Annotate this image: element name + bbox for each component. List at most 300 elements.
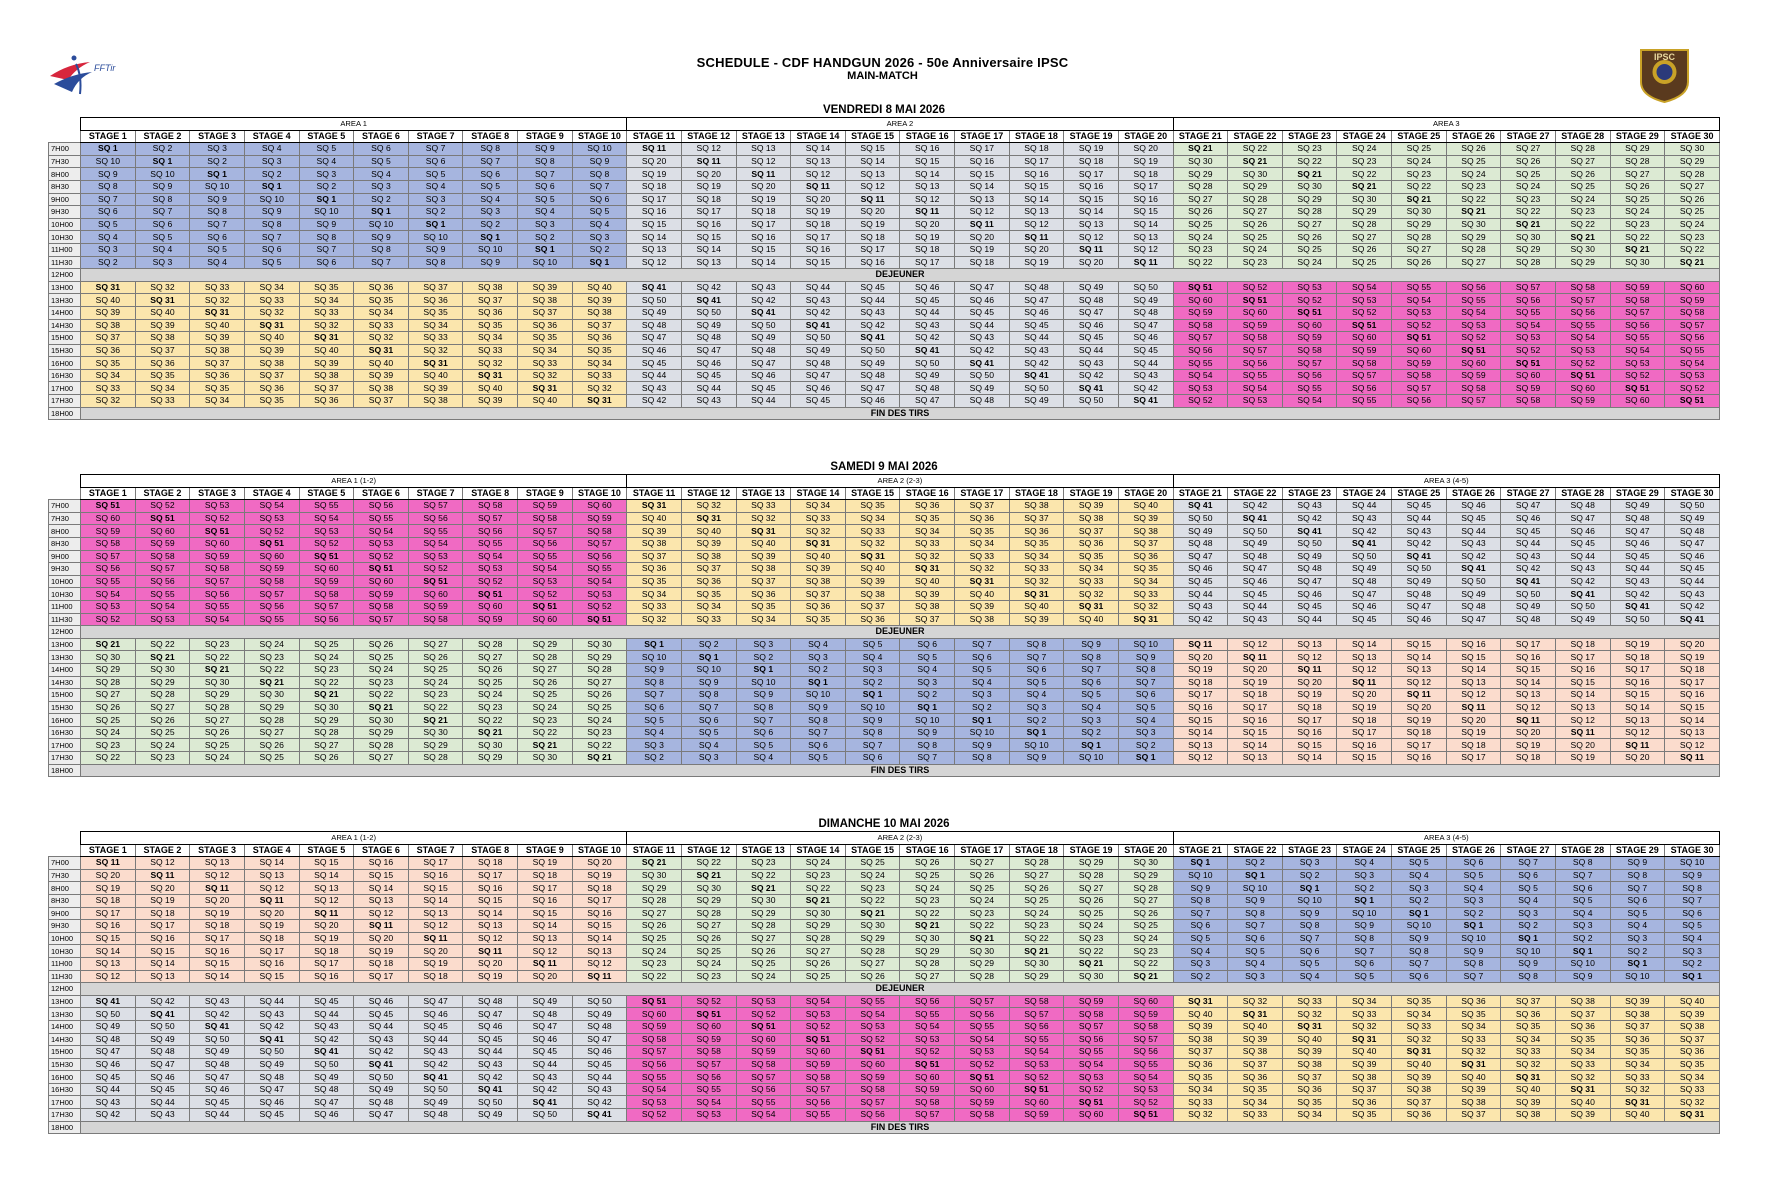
squad-cell: SQ 6	[1392, 970, 1447, 983]
squad-cell: SQ 23	[190, 638, 245, 651]
squad-cell: SQ 14	[408, 894, 463, 907]
squad-cell: SQ 8	[1555, 857, 1610, 870]
squad-cell: SQ 40	[1446, 1071, 1501, 1084]
squad-cell: SQ 2	[1337, 882, 1392, 895]
schedule-row	[49, 369, 1720, 382]
squad-cell: SQ 58	[1665, 306, 1720, 319]
squad-cell: SQ 33	[408, 332, 463, 345]
squad-cell: SQ 55	[463, 537, 518, 550]
schedule-row	[49, 155, 1720, 168]
squad-cell: SQ 45	[900, 294, 955, 307]
squad-cell: SQ 60	[135, 525, 190, 538]
squad-cell: SQ 42	[900, 332, 955, 345]
squad-cell: SQ 39	[81, 306, 136, 319]
squad-cell: SQ 29	[1228, 180, 1283, 193]
squad-cell: SQ 31	[1064, 600, 1119, 613]
squad-cell: SQ 20	[1173, 651, 1228, 664]
squad-cell: SQ 35	[1665, 1058, 1720, 1071]
stage-header: STAGE 7	[408, 487, 463, 500]
squad-cell: SQ 4	[1555, 907, 1610, 920]
squad-cell: SQ 40	[1228, 1020, 1283, 1033]
squad-cell: SQ 36	[1501, 1008, 1556, 1021]
squad-cell: SQ 1	[1118, 752, 1173, 765]
squad-cell: SQ 2	[1282, 869, 1337, 882]
squad-cell: SQ 7	[845, 739, 900, 752]
squad-cell: SQ 4	[1501, 894, 1556, 907]
squad-cell: SQ 59	[299, 575, 354, 588]
squad-cell: SQ 58	[1009, 995, 1064, 1008]
squad-cell: SQ 57	[354, 613, 409, 626]
stage-header: STAGE 10	[572, 487, 627, 500]
squad-cell: SQ 49	[1118, 294, 1173, 307]
squad-cell: SQ 51	[1555, 369, 1610, 382]
squad-cell: SQ 54	[135, 600, 190, 613]
squad-cell: SQ 34	[463, 332, 518, 345]
squad-cell: SQ 41	[408, 1071, 463, 1084]
squad-cell: SQ 58	[299, 588, 354, 601]
schedule-row	[49, 306, 1720, 319]
squad-cell: SQ 15	[135, 945, 190, 958]
schedule-table	[48, 474, 1720, 777]
squad-cell: SQ 10	[955, 726, 1010, 739]
squad-cell: SQ 20	[1118, 143, 1173, 156]
squad-cell: SQ 14	[190, 970, 245, 983]
squad-cell: SQ 55	[681, 1083, 736, 1096]
schedule-row	[49, 168, 1720, 181]
squad-cell: SQ 17	[1228, 701, 1283, 714]
squad-cell: SQ 21	[955, 932, 1010, 945]
squad-cell: SQ 40	[463, 382, 518, 395]
squad-cell: SQ 11	[1446, 701, 1501, 714]
squad-cell: SQ 37	[463, 294, 518, 307]
squad-cell: SQ 7	[1173, 907, 1228, 920]
squad-cell: SQ 57	[190, 575, 245, 588]
schedule-row	[49, 1020, 1720, 1033]
squad-cell: SQ 55	[845, 995, 900, 1008]
squad-cell: SQ 46	[1228, 575, 1283, 588]
squad-cell: SQ 22	[1228, 143, 1283, 156]
squad-cell: SQ 45	[1501, 525, 1556, 538]
squad-cell: SQ 30	[627, 869, 682, 882]
squad-cell: SQ 41	[1446, 563, 1501, 576]
squad-cell: SQ 30	[1610, 256, 1665, 269]
stage-header: STAGE 21	[1173, 130, 1228, 143]
squad-cell: SQ 32	[955, 563, 1010, 576]
squad-cell: SQ 48	[900, 382, 955, 395]
squad-cell: SQ 4	[572, 218, 627, 231]
squad-cell: SQ 34	[1392, 1008, 1447, 1021]
squad-cell: SQ 33	[955, 550, 1010, 563]
squad-cell: SQ 15	[1009, 180, 1064, 193]
squad-cell: SQ 41	[681, 294, 736, 307]
squad-cell: SQ 13	[1555, 701, 1610, 714]
squad-cell: SQ 48	[1501, 613, 1556, 626]
squad-cell: SQ 57	[1337, 369, 1392, 382]
squad-cell: SQ 49	[1228, 537, 1283, 550]
squad-cell: SQ 12	[1228, 638, 1283, 651]
stage-header: STAGE 15	[845, 487, 900, 500]
squad-cell: SQ 13	[845, 168, 900, 181]
squad-cell: SQ 49	[1392, 575, 1447, 588]
squad-cell: SQ 21	[736, 882, 791, 895]
squad-cell: SQ 27	[1064, 882, 1119, 895]
stage-header: STAGE 20	[1118, 487, 1173, 500]
squad-cell: SQ 32	[1064, 588, 1119, 601]
squad-cell: SQ 28	[408, 752, 463, 765]
end-row	[49, 1121, 1720, 1134]
squad-cell: SQ 41	[791, 319, 846, 332]
squad-cell: SQ 35	[681, 588, 736, 601]
schedule-row	[49, 613, 1720, 626]
schedule-row	[49, 701, 1720, 714]
squad-cell: SQ 14	[1064, 206, 1119, 219]
squad-cell: SQ 55	[81, 575, 136, 588]
squad-cell: SQ 59	[900, 1083, 955, 1096]
squad-cell: SQ 58	[81, 537, 136, 550]
squad-cell: SQ 2	[81, 256, 136, 269]
squad-cell: SQ 43	[572, 1083, 627, 1096]
squad-cell: SQ 43	[845, 306, 900, 319]
squad-cell: SQ 18	[791, 218, 846, 231]
squad-cell: SQ 60	[791, 1046, 846, 1059]
squad-cell: SQ 17	[408, 857, 463, 870]
squad-cell: SQ 31	[1665, 1109, 1720, 1122]
squad-cell: SQ 56	[791, 1096, 846, 1109]
squad-cell: SQ 50	[354, 1071, 409, 1084]
squad-cell: SQ 28	[1610, 155, 1665, 168]
squad-cell: SQ 19	[1118, 155, 1173, 168]
squad-cell: SQ 3	[135, 256, 190, 269]
stage-header: STAGE 20	[1118, 844, 1173, 857]
squad-cell: SQ 47	[1446, 613, 1501, 626]
squad-cell: SQ 44	[1173, 588, 1228, 601]
squad-cell: SQ 51	[1009, 1083, 1064, 1096]
stage-header: STAGE 26	[1446, 844, 1501, 857]
squad-cell: SQ 36	[955, 512, 1010, 525]
time-cell: 14H30	[49, 319, 81, 332]
squad-cell: SQ 8	[1173, 894, 1228, 907]
squad-cell: SQ 1	[900, 701, 955, 714]
squad-cell: SQ 58	[900, 1096, 955, 1109]
squad-cell: SQ 27	[518, 663, 573, 676]
squad-cell: SQ 38	[681, 550, 736, 563]
stage-header: STAGE 2	[135, 130, 190, 143]
squad-cell: SQ 20	[463, 957, 518, 970]
time-cell: 8H00	[49, 525, 81, 538]
squad-cell: SQ 22	[518, 726, 573, 739]
squad-cell: SQ 55	[572, 563, 627, 576]
schedule-row	[49, 638, 1720, 651]
squad-cell: SQ 27	[1118, 894, 1173, 907]
squad-cell: SQ 38	[1228, 1046, 1283, 1059]
squad-cell: SQ 25	[572, 701, 627, 714]
stage-header: STAGE 30	[1665, 844, 1720, 857]
squad-cell: SQ 3	[299, 168, 354, 181]
squad-cell: SQ 25	[1446, 155, 1501, 168]
stage-header: STAGE 15	[845, 844, 900, 857]
squad-cell: SQ 12	[900, 193, 955, 206]
squad-cell: SQ 35	[955, 525, 1010, 538]
squad-cell: SQ 44	[900, 306, 955, 319]
squad-cell: SQ 26	[299, 752, 354, 765]
squad-cell: SQ 45	[1392, 500, 1447, 513]
squad-cell: SQ 35	[1610, 1046, 1665, 1059]
squad-cell: SQ 51	[299, 550, 354, 563]
squad-cell: SQ 14	[1555, 689, 1610, 702]
squad-cell: SQ 31	[1009, 588, 1064, 601]
squad-cell: SQ 35	[1064, 550, 1119, 563]
squad-cell: SQ 38	[190, 344, 245, 357]
squad-cell: SQ 3	[190, 143, 245, 156]
squad-cell: SQ 59	[1337, 344, 1392, 357]
squad-cell: SQ 46	[900, 281, 955, 294]
squad-cell: SQ 34	[572, 357, 627, 370]
squad-cell: SQ 53	[1173, 382, 1228, 395]
squad-cell: SQ 18	[1118, 168, 1173, 181]
squad-cell: SQ 2	[572, 243, 627, 256]
squad-cell: SQ 57	[1009, 1008, 1064, 1021]
squad-cell: SQ 1	[1610, 957, 1665, 970]
squad-cell: SQ 3	[354, 180, 409, 193]
squad-cell: SQ 49	[681, 319, 736, 332]
squad-cell: SQ 22	[1665, 243, 1720, 256]
squad-cell: SQ 14	[518, 920, 573, 933]
squad-cell: SQ 58	[1501, 395, 1556, 408]
area-header-row	[49, 475, 1720, 488]
squad-cell: SQ 34	[681, 600, 736, 613]
stage-header: STAGE 17	[955, 487, 1010, 500]
squad-cell: SQ 16	[572, 907, 627, 920]
squad-cell: SQ 33	[736, 500, 791, 513]
squad-cell: SQ 47	[627, 332, 682, 345]
squad-cell: SQ 20	[1446, 714, 1501, 727]
time-cell: 7H00	[49, 857, 81, 870]
squad-cell: SQ 21	[1665, 256, 1720, 269]
squad-cell: SQ 4	[791, 638, 846, 651]
ipsc-logo-text: IPSC	[1653, 52, 1676, 62]
squad-cell: SQ 52	[81, 613, 136, 626]
squad-cell: SQ 44	[463, 1046, 518, 1059]
squad-cell: SQ 2	[244, 168, 299, 181]
squad-cell: SQ 57	[955, 995, 1010, 1008]
squad-cell: SQ 3	[1665, 945, 1720, 958]
squad-cell: SQ 20	[244, 907, 299, 920]
squad-cell: SQ 22	[627, 970, 682, 983]
squad-cell: SQ 53	[955, 1046, 1010, 1059]
squad-cell: SQ 8	[1665, 882, 1720, 895]
squad-cell: SQ 2	[791, 663, 846, 676]
squad-cell: SQ 25	[627, 932, 682, 945]
squad-cell: SQ 54	[1392, 294, 1447, 307]
squad-cell: SQ 39	[955, 600, 1010, 613]
squad-cell: SQ 57	[244, 588, 299, 601]
squad-cell: SQ 34	[354, 306, 409, 319]
squad-cell: SQ 24	[627, 945, 682, 958]
squad-cell: SQ 45	[1282, 600, 1337, 613]
squad-cell: SQ 2	[299, 180, 354, 193]
squad-cell: SQ 48	[1064, 294, 1119, 307]
squad-cell: SQ 31	[1173, 995, 1228, 1008]
squad-cell: SQ 42	[681, 281, 736, 294]
squad-cell: SQ 31	[354, 344, 409, 357]
squad-cell: SQ 2	[1173, 970, 1228, 983]
squad-cell: SQ 50	[463, 1096, 518, 1109]
squad-cell: SQ 21	[1610, 243, 1665, 256]
squad-cell: SQ 24	[190, 752, 245, 765]
squad-cell: SQ 20	[1501, 726, 1556, 739]
squad-cell: SQ 9	[1064, 638, 1119, 651]
time-cell: 8H30	[49, 180, 81, 193]
stage-header: STAGE 10	[572, 130, 627, 143]
squad-cell: SQ 37	[1228, 1058, 1283, 1071]
squad-cell: SQ 36	[1665, 1046, 1720, 1059]
lunch-row-label: DEJEUNER	[81, 626, 1720, 639]
squad-cell: SQ 5	[81, 218, 136, 231]
squad-cell: SQ 50	[845, 344, 900, 357]
stage-header: STAGE 21	[1173, 487, 1228, 500]
schedule-row	[49, 193, 1720, 206]
squad-cell: SQ 14	[81, 945, 136, 958]
squad-cell: SQ 55	[354, 512, 409, 525]
squad-cell: SQ 50	[81, 1008, 136, 1021]
squad-cell: SQ 51	[1064, 1096, 1119, 1109]
corner-cell	[49, 487, 81, 500]
squad-cell: SQ 52	[1446, 332, 1501, 345]
squad-cell: SQ 55	[1009, 1033, 1064, 1046]
squad-cell: SQ 8	[1446, 957, 1501, 970]
squad-cell: SQ 46	[463, 1020, 518, 1033]
squad-cell: SQ 41	[955, 357, 1010, 370]
squad-cell: SQ 43	[1228, 613, 1283, 626]
squad-cell: SQ 42	[463, 1071, 518, 1084]
squad-cell: SQ 18	[135, 907, 190, 920]
squad-cell: SQ 10	[354, 218, 409, 231]
squad-cell: SQ 46	[681, 357, 736, 370]
squad-cell: SQ 60	[1392, 344, 1447, 357]
squad-cell: SQ 24	[244, 638, 299, 651]
squad-cell: SQ 41	[354, 1058, 409, 1071]
squad-cell: SQ 60	[1610, 395, 1665, 408]
squad-cell: SQ 20	[627, 155, 682, 168]
squad-cell: SQ 56	[1392, 395, 1447, 408]
squad-cell: SQ 2	[1118, 739, 1173, 752]
squad-cell: SQ 40	[299, 344, 354, 357]
stage-header: STAGE 10	[572, 844, 627, 857]
squad-cell: SQ 52	[1337, 306, 1392, 319]
squad-cell: SQ 9	[1337, 920, 1392, 933]
squad-cell: SQ 32	[791, 525, 846, 538]
squad-cell: SQ 56	[736, 1083, 791, 1096]
squad-cell: SQ 16	[1009, 168, 1064, 181]
squad-cell: SQ 16	[1282, 726, 1337, 739]
squad-cell: SQ 59	[1118, 1008, 1173, 1021]
squad-cell: SQ 13	[354, 894, 409, 907]
squad-cell: SQ 58	[135, 550, 190, 563]
squad-cell: SQ 31	[791, 537, 846, 550]
squad-cell: SQ 45	[518, 1046, 573, 1059]
squad-cell: SQ 58	[1555, 281, 1610, 294]
squad-cell: SQ 7	[1337, 945, 1392, 958]
squad-cell: SQ 58	[408, 613, 463, 626]
squad-cell: SQ 8	[791, 714, 846, 727]
squad-cell: SQ 24	[1610, 206, 1665, 219]
squad-cell: SQ 7	[1228, 920, 1283, 933]
squad-cell: SQ 34	[1501, 1033, 1556, 1046]
squad-cell: SQ 43	[1665, 588, 1720, 601]
stage-header: STAGE 22	[1228, 844, 1283, 857]
squad-cell: SQ 17	[955, 143, 1010, 156]
squad-cell: SQ 14	[1610, 701, 1665, 714]
squad-cell: SQ 5	[1064, 689, 1119, 702]
schedule-row	[49, 1008, 1720, 1021]
squad-cell: SQ 7	[1009, 651, 1064, 664]
squad-cell: SQ 16	[1337, 739, 1392, 752]
squad-cell: SQ 59	[736, 1046, 791, 1059]
lunch-row-label: DEJEUNER	[81, 269, 1720, 282]
squad-cell: SQ 6	[627, 701, 682, 714]
stage-header: STAGE 17	[955, 130, 1010, 143]
squad-cell: SQ 29	[1665, 155, 1720, 168]
corner-cell	[49, 118, 81, 131]
squad-cell: SQ 22	[408, 701, 463, 714]
squad-cell: SQ 56	[1337, 382, 1392, 395]
squad-cell: SQ 17	[1665, 676, 1720, 689]
time-cell: 9H00	[49, 907, 81, 920]
squad-cell: SQ 29	[1392, 218, 1447, 231]
squad-cell: SQ 12	[845, 180, 900, 193]
squad-cell: SQ 45	[955, 306, 1010, 319]
squad-cell: SQ 23	[244, 651, 299, 664]
squad-cell: SQ 48	[627, 319, 682, 332]
squad-cell: SQ 47	[1173, 550, 1228, 563]
squad-cell: SQ 54	[1118, 1071, 1173, 1084]
squad-cell: SQ 15	[1555, 676, 1610, 689]
squad-cell: SQ 50	[1665, 500, 1720, 513]
squad-cell: SQ 36	[1118, 550, 1173, 563]
squad-cell: SQ 2	[1610, 945, 1665, 958]
squad-cell: SQ 23	[955, 907, 1010, 920]
squad-cell: SQ 52	[845, 1033, 900, 1046]
squad-cell: SQ 12	[1282, 651, 1337, 664]
squad-cell: SQ 42	[1173, 613, 1228, 626]
squad-cell: SQ 53	[845, 1020, 900, 1033]
stage-header: STAGE 27	[1501, 130, 1556, 143]
squad-cell: SQ 10	[900, 714, 955, 727]
squad-cell: SQ 14	[244, 857, 299, 870]
squad-cell: SQ 44	[354, 1020, 409, 1033]
squad-cell: SQ 6	[955, 651, 1010, 664]
squad-cell: SQ 7	[518, 168, 573, 181]
squad-cell: SQ 20	[354, 932, 409, 945]
squad-cell: SQ 17	[791, 231, 846, 244]
squad-cell: SQ 15	[955, 168, 1010, 181]
squad-cell: SQ 43	[81, 1096, 136, 1109]
squad-cell: SQ 44	[1610, 563, 1665, 576]
squad-cell: SQ 12	[1446, 689, 1501, 702]
squad-cell: SQ 13	[1282, 638, 1337, 651]
squad-cell: SQ 11	[1064, 243, 1119, 256]
squad-cell: SQ 12	[244, 882, 299, 895]
squad-cell: SQ 5	[1118, 701, 1173, 714]
stage-header: STAGE 25	[1392, 487, 1447, 500]
end-row-label: FIN DES TIRS	[81, 407, 1720, 420]
squad-cell: SQ 44	[190, 1109, 245, 1122]
squad-cell: SQ 55	[955, 1020, 1010, 1033]
squad-cell: SQ 3	[681, 752, 736, 765]
squad-cell: SQ 29	[1555, 256, 1610, 269]
squad-cell: SQ 35	[736, 600, 791, 613]
squad-cell: SQ 45	[1610, 550, 1665, 563]
